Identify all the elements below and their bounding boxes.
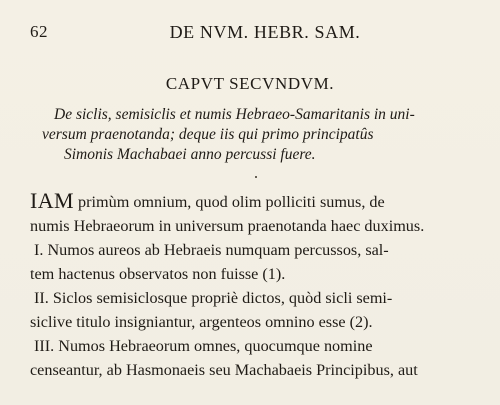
intro-line-1-rest: primùm omnium, quod olim polliciti sumus, de bbox=[73, 193, 385, 211]
page-number: 62 bbox=[30, 22, 48, 41]
item-3-line-2: censeantur, ab Hasmonaeis seu Machabaeis Principibus, aut bbox=[30, 361, 418, 379]
intro-paragraph-line-1 bbox=[30, 189, 478, 214]
running-title: DE NVM. HEBR. SAM. bbox=[169, 22, 361, 42]
argument-line-1: De siclis, semisiclis et numis Hebraeo-Samaritanis in uni- bbox=[54, 106, 415, 123]
item-3-line-1: III. Numos Hebraeorum omnes, quocumque nomine bbox=[34, 337, 373, 355]
item-1-line-1: I. Numos aureos ab Hebraeis numquam percussos, sal- bbox=[34, 241, 389, 259]
chapter-argument bbox=[42, 105, 474, 165]
running-head bbox=[30, 22, 470, 44]
initial-word: IAM bbox=[30, 188, 74, 213]
argument-line-2: versum praenotanda; deque iis qui primo principatûs bbox=[42, 126, 374, 143]
item-1-line-2: tem hactenus observatos non fuisse (1). bbox=[30, 265, 286, 283]
item-2-line-2: siclive titulo insigniantur, argenteos omnino esse (2). bbox=[30, 313, 373, 331]
body-text bbox=[30, 189, 478, 382]
argument-line-3: Simonis Machabaei anno percussi fuere. bbox=[64, 146, 316, 163]
intro-paragraph-line-2: numis Hebraeorum in universum praenotanda haec duximus. bbox=[30, 217, 425, 235]
item-2-line-1: II. Siclos semisiclosque propriè dictos, quòd sicli semi- bbox=[34, 289, 393, 307]
chapter-title: CAPVT SECVNDVM. bbox=[165, 74, 335, 93]
ornament-dot bbox=[255, 176, 257, 178]
